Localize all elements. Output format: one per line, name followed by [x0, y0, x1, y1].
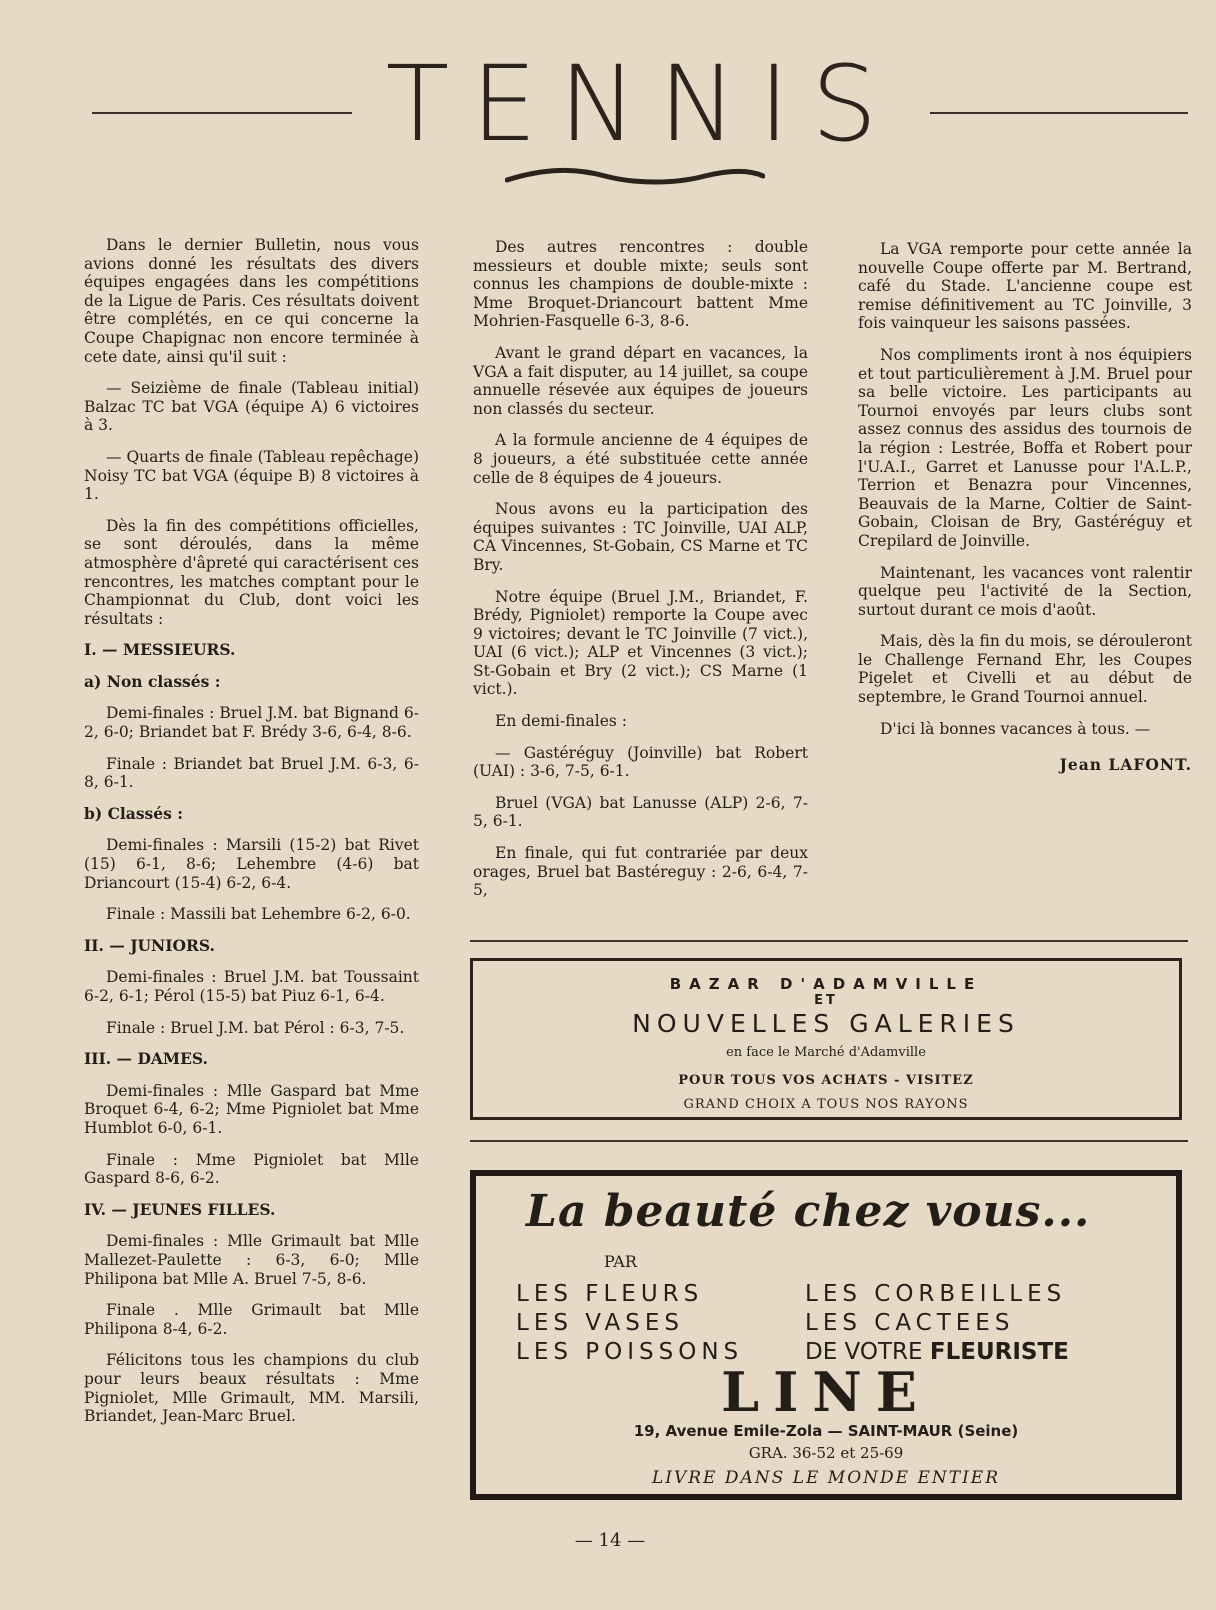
paragraph: — Quarts de finale (Tableau repêchage) Noisy TC bat VGA (équipe B) 8 victoires à 1.: [84, 447, 419, 504]
paragraph: Avant le grand départ en vacances, la VGA a fait disputer, au 14 juillet, sa coupe annuelle résevée aux équipes de joueurs non classés du secteur.: [473, 343, 808, 418]
paragraph: Nous avons eu la participation des équipes suivantes : TC Joinville, UAI ALP, CA Vincennes, St-Gobain, CS Marne et TC Bry.: [473, 500, 808, 574]
title-rule-right: [930, 112, 1188, 114]
ad-store-name-2: NOUVELLES GALERIES: [632, 1009, 1020, 1038]
ad-product-item: LES POISSONS: [516, 1339, 744, 1365]
result-paragraph: Finale . Mlle Grimault bat Mlle Philipona 8-4, 6-2.: [84, 1301, 419, 1338]
paragraph: — Seizième de finale (Tableau initial) Balzac TC bat VGA (équipe A) 6 victoires à 3.: [84, 379, 419, 435]
paragraph: Bruel (VGA) bat Lanusse (ALP) 2-6, 7-5, 6-1.: [473, 793, 808, 831]
paragraph: La VGA remporte pour cette année la nouvelle Coupe offerte par M. Bertrand, café du Stade. L'ancienne coupe est remise définitivement au TC Joinville, 3 fois vainqueur les saisons passées.: [858, 240, 1192, 333]
article-column-1: [84, 236, 419, 1439]
paragraph: Notre équipe (Bruel J.M., Briandet, F. Brédy, Pigniolet) remporte la Coupe avec 9 victoires; devant le TC Joinville (7 vict.), UAI (6 vict.); ALP et Vincennes (3 vict.); St-Gobain et Bry (2 vict.); CS Marne (1 vict.).: [473, 587, 808, 699]
title-rule-left: [92, 112, 352, 114]
separator-rule: [470, 940, 1188, 942]
advertisement-fleuriste: [470, 1170, 1182, 1500]
result-paragraph: Finale : Mme Pigniolet bat Mlle Gaspard 8-6, 6-2.: [84, 1150, 419, 1188]
separator-rule: [470, 1140, 1188, 1142]
result-paragraph: Demi-finales : Bruel J.M. bat Toussaint 6-2, 6-1; Pérol (15-5) bat Piuz 6-1, 6-4.: [84, 968, 419, 1005]
title-row: [0, 43, 1216, 165]
paragraph: Maintenant, les vacances vont ralentir quelque peu l'activité de la Section, surtout durant ce mois d'août.: [858, 563, 1192, 619]
result-paragraph: Demi-finales : Marsili (15-2) bat Rivet (15) 6-1, 8-6; Lehembre (4-6) bat Driancourt (15-4) 6-2, 6-4.: [84, 836, 419, 892]
paragraph: Des autres rencontres : double messieurs et double mixte; seuls sont connus les champions de double-mixte : Mme Broquet-Driancourt battent Mme Mohrien-Fasquelle 6-3, 8-6.: [473, 238, 808, 331]
ad-product-item: LES VASES: [516, 1310, 684, 1336]
section-heading: III. — DAMES.: [84, 1049, 208, 1069]
result-paragraph: Demi-finales : Bruel J.M. bat Bignand 6-2, 6-0; Briandet bat F. Brédy 3-6, 6-4, 8-6.: [84, 704, 419, 742]
ad-headline: La beauté chez vous...: [526, 1186, 1091, 1237]
paragraph: Nos compliments iront à nos équipiers et tout particulièrement à J.M. Bruel pour sa belle victoire. Les participants au Tournoi envoyés par leurs clubs sont assez connus des assidus des tournois de la région : Lestrée, Boffa et Robert pour l'U.A.I., Garret et Lanusse pour l'A.L.P., Terrion et Benazra pour Vincennes, Beauvais de la Marne, Coltier de Saint-Gobain, Cloisan de Bry, Gastéréguy et Crepilard de Joinville.: [858, 345, 1192, 550]
ad-shop-name: LINE: [721, 1360, 931, 1424]
ad-phone: GRA. 36-52 et 25-69: [748, 1444, 904, 1462]
paragraph: — Gastéréguy (Joinville) bat Robert (UAI) : 3-6, 7-5, 6-1.: [473, 743, 808, 781]
page-number: — 14 —: [574, 1530, 646, 1551]
page-title: TENNIS: [385, 43, 900, 165]
paragraph: En demi-finales :: [495, 712, 628, 731]
result-paragraph: Demi-finales : Mlle Gaspard bat Mme Broquet 6-4, 6-2; Mme Pigniolet bat Mme Humblot 6-0, 6-1.: [84, 1081, 419, 1137]
ad-florist-prefix: DE VOTRE: [805, 1339, 923, 1365]
paragraph: Mais, dès la fin du mois, se dérouleront le Challenge Fernand Ehr, les Coupes Pigelet et Civelli et au début de septembre, le Grand Tournoi annuel.: [858, 632, 1192, 707]
paragraph: Félicitons tous les champions du club pour leurs beaux résultats : Mme Pigniolet, Mlle Grimault, MM. Marsili, Briandet, Jean-Marc Bruel.: [84, 1351, 419, 1426]
ad-product-item: LES FLEURS: [516, 1281, 704, 1307]
advertisement-bazar: [470, 958, 1182, 1120]
author-signature: Jean LAFONT.: [1059, 755, 1192, 775]
paragraph: D'ici là bonnes vacances à tous. —: [880, 719, 1151, 738]
ad-product-item: LES CORBEILLES: [805, 1281, 1067, 1307]
result-paragraph: Finale : Bruel J.M. bat Pérol : 6-3, 7-5.: [106, 1018, 405, 1037]
ad-conjunction: ET: [814, 993, 838, 1008]
article-column-2: [473, 238, 808, 913]
ad-store-name: BAZAR D'ADAMVILLE: [669, 975, 983, 993]
subsection-heading: a) Non classés :: [84, 671, 221, 691]
result-paragraph: Finale : Briandet bat Bruel J.M. 6-3, 6-8, 6-1.: [84, 754, 419, 792]
ad-location: en face le Marché d'Adamville: [726, 1045, 926, 1060]
ad-florist-word: FLEURISTE: [929, 1339, 1069, 1365]
section-heading: I. — MESSIEURS.: [84, 640, 236, 660]
result-paragraph: Finale : Massili bat Lehembre 6-2, 6-0.: [106, 905, 411, 924]
ad-product-item: LES CACTEES: [805, 1310, 1015, 1336]
ad-par: PAR: [604, 1252, 637, 1271]
ad-slogan-2: GRAND CHOIX A TOUS NOS RAYONS: [683, 1097, 969, 1112]
ad-tagline: LIVRE DANS LE MONDE ENTIER: [651, 1468, 1001, 1488]
paragraph: En finale, qui fut contrariée par deux orages, Bruel bat Bastéreguy : 2-6, 6-4, 7-5,: [473, 844, 808, 900]
paragraph: Dès la fin des compétitions officielles, se sont déroulés, dans la même atmosphère d'âpreté qui caractérisent ces rencontres, les matches comptant pour le Championnat du Club, dont voici les résultats :: [84, 516, 419, 628]
title-swash-ornament: [505, 166, 765, 188]
subsection-heading: b) Classés :: [84, 803, 183, 823]
ad-address: 19, Avenue Emile-Zola — SAINT-MAUR (Seine): [633, 1422, 1019, 1440]
article-column-3: [858, 240, 1192, 775]
paragraph: Dans le dernier Bulletin, nous vous avions donné les résultats des divers équipes engagées dans les compétitions de la Ligue de Paris. Ces résultats doivent être complétés, en ce qui concerne la Coupe Chapignac non encore terminée à cete date, ainsi qu'il suit :: [84, 236, 419, 366]
section-heading: IV. — JEUNES FILLES.: [84, 1199, 276, 1219]
result-paragraph: Demi-finales : Mlle Grimault bat Mlle Mallezet-Paulette : 6-3, 6-0; Mlle Philipona bat Mlle A. Bruel 7-5, 8-6.: [84, 1232, 419, 1288]
section-heading: II. — JUNIORS.: [84, 935, 215, 955]
ad-slogan: POUR TOUS VOS ACHATS - VISITEZ: [678, 1073, 974, 1088]
paragraph: A la formule ancienne de 4 équipes de 8 joueurs, a été substituée cette année celle de 8 équipes de 4 joueurs.: [473, 431, 808, 487]
